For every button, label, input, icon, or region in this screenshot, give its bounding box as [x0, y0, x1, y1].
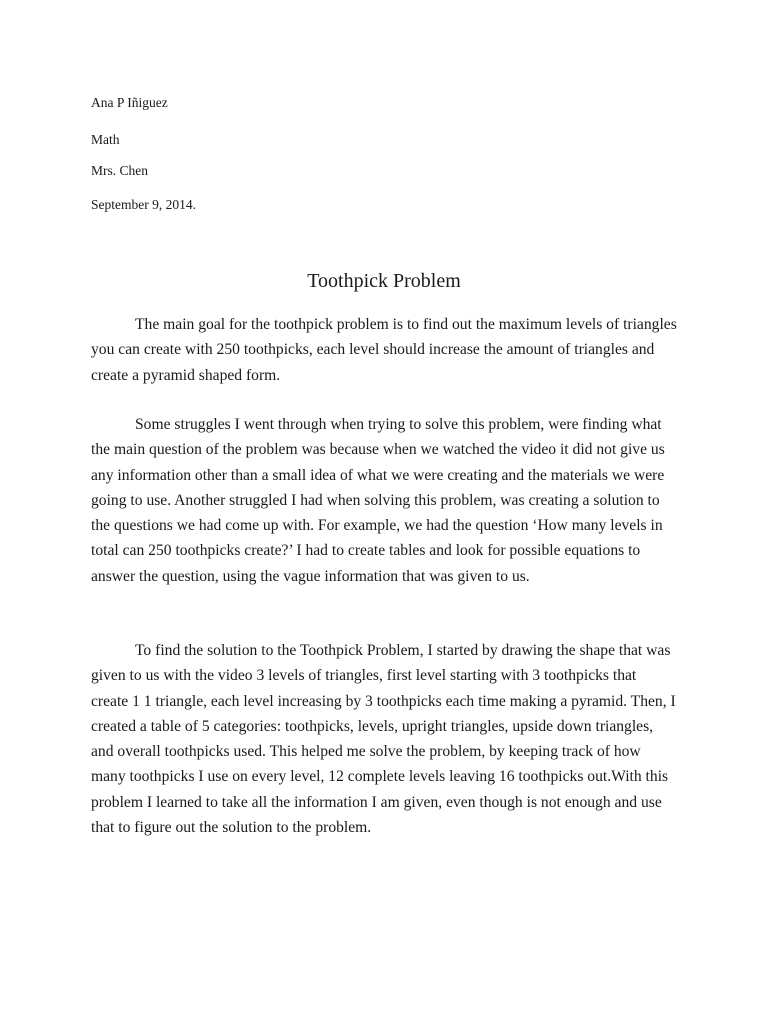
- student-name: Ana P Iñiguez: [91, 95, 168, 110]
- document-title: Toothpick Problem: [307, 270, 461, 292]
- teacher-name: Mrs. Chen: [91, 163, 148, 178]
- document-date: September 9, 2014.: [91, 197, 196, 212]
- paragraph-struggles: Some struggles I went through when trying to solve this problem, were finding what the main question of the problem was because when we watched the video it did not give us any information other than a small idea of what we were creating and the materials we were going to use. Another struggled I had when solving this problem, was creating a solution to the questions we had come up with. For example, we had the question ‘How many levels in total can 250 toothpicks create?’ I had to create tables and look for possible equations to answer the question, using the vague information that was given to us.: [91, 416, 665, 585]
- paragraph-solution: To find the solution to the Toothpick Problem, I started by drawing the shape that was given to us with the video 3 levels of triangles, first level starting with 3 toothpicks that create 1 1 triangle, each level increasing by 3 toothpicks each time making a pyramid. Then, I created a table of 5 categories: toothpicks, levels, upright triangles, upside down triangles, and overall toothpicks used. This helped me solve the problem, by keeping track of how many toothpicks I use on every level, 12 complete levels leaving 16 toothpicks out.With this problem I learned to take all the information I am given, even though is not enough and use that to figure out the solution to the problem.: [91, 642, 676, 837]
- subject-line: Math: [91, 132, 120, 147]
- paragraph-goal: The main goal for the toothpick problem is to find out the maximum levels of triangles you can create with 250 toothpicks, each level should increase the amount of triangles and create a pyramid shaped form.: [91, 316, 677, 384]
